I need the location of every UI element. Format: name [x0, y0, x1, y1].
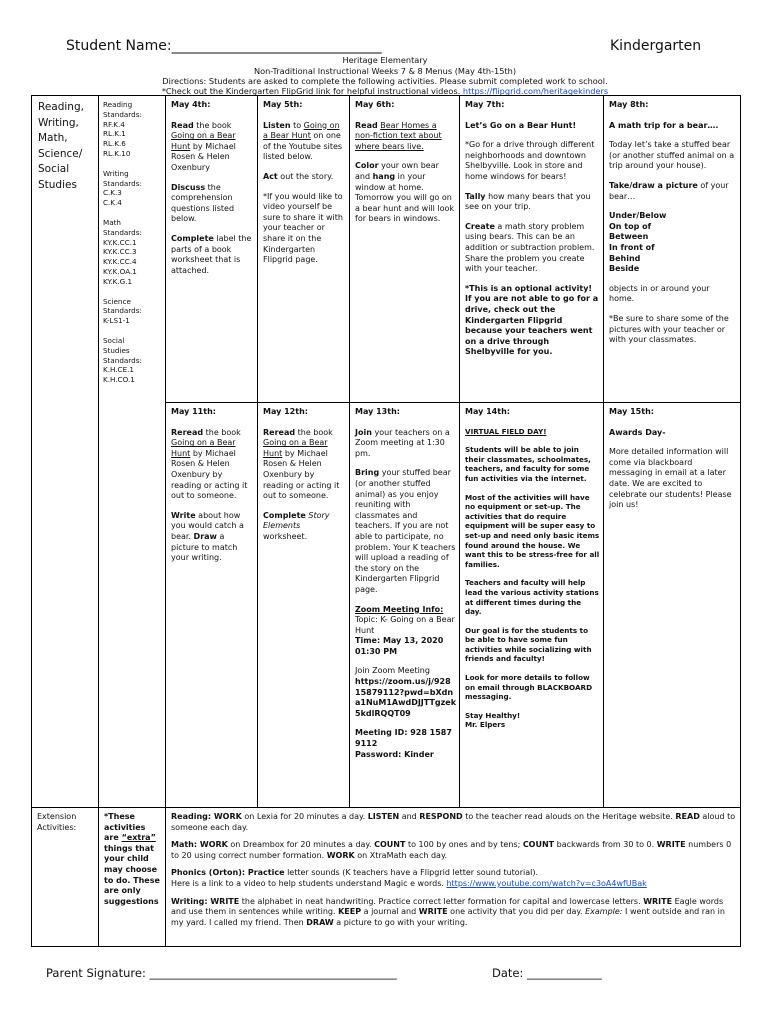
parent-signature-line: Parent Signature: ___________________________________________ [46, 966, 397, 980]
flipgrid-link[interactable]: https://flipgrid.com/heritagekinders [462, 86, 609, 96]
directions: Directions: Students are asked to complete the following activities. Please submit completed work to school. [162, 76, 608, 86]
grade-label: Kindergarten [610, 38, 702, 54]
standards-cell: Reading Standards: RF.K.4 RL.K.1 RL.K.6 RL.K.10 Writing Standards: C.K.3 C.K.4 Math Standards: KY.K.CC.1 KY.K.CC.3 KY.K.CC.4 KY.K.OA.1 KY.K.G.1 Science Standards: K-LS1-1 Social Studies Standards: K.H.CE.1 K.H.CO.1 [99, 96, 166, 808]
subject-cell: Reading, Writing, Math, Science/ Social Studies [32, 96, 99, 808]
day-cell-may-13: May 13th: Join your teachers on a Zoom meeting at 1:30 pm. Bring your stuffed bear (or another stuffed animal) as you enjoy reuniting with classmates and teachers. If you are not able to participate, no problem. Your K teachers will upload a reading of the story on the Kindergarten Flipgrid page. Zoom Meeting Info: Topic: K- Going on a Bear Hunt Time: May 13, 2020 01:30 PM Join Zoom Meeting https://zoom.us/j/92815879112?pwd=bXdna1NuM1AwdDJJTTgzek5kdlRQQT09 Meeting ID: 928 1587 9112 Password: Kinder [350, 403, 460, 808]
day-cell-may-8: May 8th: A math trip for a bear…. Today let’s take a stuffed bear (or another stuffed animal on a trip around your house). Take/draw a picture of your bear… Under/Below On top of Between In front of Behind Beside objects in or around your home. *Be sure to share some of the pictures with your teacher or with your classmates. [604, 96, 741, 403]
day-cell-may-12: May 12th: Reread the book Going on a Bear Hunt by Michael Rosen & Helen Oxenbury by reading or acting it out to someone. Complete Story Elements worksheet. [258, 403, 350, 808]
school-name: Heritage Elementary [342, 55, 428, 65]
zoom-link[interactable]: https://zoom.us/j/92815879112?pwd=bXdna1NuM1AwdDJJTTgzek5kdlRQQT09 [355, 677, 457, 718]
day-cell-may-4: May 4th: Read the book Going on a Bear Hunt by Michael Rosen & Helen Oxenbury Discuss the comprehension questions listed below. Complete label the parts of a book worksheet that is attached. [166, 96, 258, 403]
extension-activities-cell: Reading: WORK on Lexia for 20 minutes a day. LISTEN and RESPOND to the teacher read alouds on the Heritage website. READ aloud to someone each day. Math: WORK on Dreambox for 20 minutes a day. COUNT to 100 by ones and by tens; COUNT backwards from 30 to 0. WRITE numbers 0 to 20 using correct number formation. WORK on XtraMath each day. Phonics (Orton): Practice letter sounds (K teachers have a Flipgrid letter sound tutorial). Here is a link to a video to help students understand Magic e words. https://www.youtube.com/watch?v=c3oA4wfUBak Writing: WRITE the alphabet in neat handwriting. Practice correct letter formation for capital and lowercase letters. WRITE Eagle words and use them in sentences while writing. KEEP a journal and WRITE one activity that you did per day. Example: I went outside and ran in my yard. I called my friend. Then DRAW a picture to go with your writing. [166, 808, 741, 947]
day-cell-may-7: May 7th: Let’s Go on a Bear Hunt! *Go for a drive through different neighborhoods and downtown Shelbyville. Look in store and home windows for bears! Tally how many bears that you see on your trip. Create a math story problem using bears. This can be an addition or subtraction problem. Share the problem you create with your teacher. *This is an optional activity! If you are not able to go for a drive, check out the Kindergarten Flipgrid because your teachers went on a drive through Shelbyville for you. [460, 96, 604, 403]
day-cell-may-6: May 6th: Read Bear Homes a non-fiction text about where bears live. Color your own bear and hang in your window at home. Tomorrow you will go on a bear hunt and will look for bears in windows. [350, 96, 460, 403]
menu-table [31, 95, 741, 947]
menu-subtitle: Non-Traditional Instructional Weeks 7 & 8 Menus (May 4th-15th) [253, 66, 517, 76]
day-cell-may-14: May 14th: VIRTUAL FIELD DAY! Students will be able to join their classmates, schoolmates, teachers, and faculty for some fun activities via the internet. Most of the activities will have no equipment or set-up. The activities that do require equipment will be super easy to set-up and need only basic items found around the house. We want this to be stress-free for all families. Teachers and faculty will help lead the various activity stations at different times during the day. Our goal is for the students to be able to have some fun activities while socializing with friends and faculty! Look for more details to follow on email through BLACKBOARD messaging. Stay Healthy! Mr. Elpers [460, 403, 604, 808]
student-name-line: Student Name:______________________________ [66, 38, 382, 54]
extension-label-cell: Extension Activities: [32, 808, 99, 947]
day-cell-may-11: May 11th: Reread the book Going on a Bear Hunt by Michael Rosen & Helen Oxenbury by reading or acting it out to someone. Write about how you would catch a bear. Draw a picture to match your writing. [166, 403, 258, 808]
date-line: Date: _____________ [492, 966, 602, 980]
flipgrid-note: *Check out the Kindergarten FlipGrid link for helpful instructional videos. https://flipgrid.com/heritagekinders [161, 86, 609, 96]
day-cell-may-15: May 15th: Awards Day- More detailed information will come via blackboard messaging in email at a later date. We are excited to celebrate our students! Please join us! [604, 403, 741, 808]
extension-note-cell: *These activities are “extra” things that your child may choose to do. These are only suggestions [99, 808, 166, 947]
magic-e-video-link[interactable]: https://www.youtube.com/watch?v=c3oA4wfUBak [446, 878, 647, 888]
day-cell-may-5: May 5th: Listen to Going on a Bear Hunt on one of the Youtube sites listed below. Act out the story. *If you would like to video yourself be sure to share it with your teacher or share it on the Kindergarten Flipgrid page. [258, 96, 350, 403]
